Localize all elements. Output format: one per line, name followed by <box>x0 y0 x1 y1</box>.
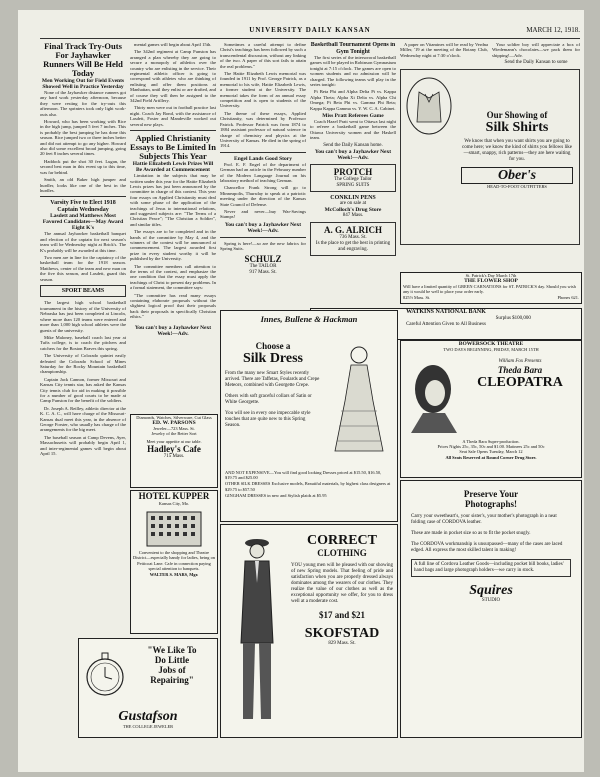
conklin-sub: are on sale at <box>339 201 367 207</box>
gustafson-name: Gustafson <box>118 709 178 724</box>
sport-beams-title: SPORT BEAMS <box>61 287 105 294</box>
schulz-ad <box>220 254 306 276</box>
skofstad-body: YOU young men will be pleased with our showing of new Spring models. That feeling of pride and satisfaction when you are properly dressed always dominates among the wearers of our clothes. They realize the value of our clothes as well as the exceptional opportunity we offer, for you to dress well at a moderate cost. <box>291 563 393 604</box>
squires-ad <box>400 480 582 738</box>
article-paragraph: Prof. E. F. Engel of the department of German had an article in the February number of the Modern Language Journal on his laboratory method of teaching German. <box>220 161 306 183</box>
masthead: UNIVERSITY DAILY KANSAN <box>249 26 371 34</box>
divider <box>40 196 126 197</box>
jayhawker-promo: You can't buy a Jayhawker Next Week!—Adv. <box>224 221 302 234</box>
basketball-headline: Basketball Tournament Opens in Gym Tonight <box>310 42 396 55</box>
bowersock-sub: A Theda Bara Super-production. <box>462 439 520 444</box>
innes-logo: Innes, Bullene & Hackman <box>260 314 358 324</box>
kupper-name: HOTEL KUPPER <box>138 491 210 501</box>
article-paragraph: The Hattie Elizabeth Lewis memorial was founded in 1911 by Prof. George Patrick, as a memorial to his wife, Hattie Elizabeth Lewis, a former student at the University. The memorial takes the form of an annual essay competition and is open to students of the University. <box>220 71 306 109</box>
protch-ad <box>310 164 396 192</box>
column-2 <box>130 42 216 412</box>
ober-title2: Silk Shirts <box>485 120 549 136</box>
skofstad-address: 829 Mass. St. <box>328 641 356 646</box>
article-paragraph: None of the Jayhawker distance runners got any hard work yesterday afternoon, because they were resting for the try-outs this afternoon. The sprinters took only light work-outs also. <box>40 90 126 117</box>
squires-h2: Photographs! <box>464 499 517 509</box>
article-paragraph: Mike Maloney, baseball coach last year at Tufts college, is to coach the pitchers and catchers for the Boston Braves this spring. <box>40 334 126 351</box>
column-4 <box>310 42 396 312</box>
innes-body2: Others with soft graceful collars of Satin or White Georgette. <box>225 394 312 405</box>
innes-h1: Choose a <box>255 341 291 351</box>
flower-phones: Phones 621. <box>557 294 579 300</box>
jayhawker-promo: You can't buy a Jayhawker Next Week!—Adv. <box>134 325 212 338</box>
divider <box>220 152 306 153</box>
innes-h2: Silk Dress <box>242 351 304 366</box>
article-paragraph: The largest high school basketball tournament in the history of the University of Nebraska has just been completed at Lincoln, where more than 120 teams were entered and more than 1,000 high school athletes were the guests of the university. <box>40 300 126 333</box>
parsons-sub2: Jewelry of the Better Sort <box>151 431 197 437</box>
ober-logo: Ober's <box>461 167 573 184</box>
send-kansan-note: Send the Daily Kansan home. <box>323 142 383 148</box>
article-paragraph: The 342nd regiment at Camp Funston has arranged a plan whereby they are going to secure a monopoly of athletics over the country who are enlisting in the service. Their regimental athletic officer is going to correspond with athletes who are thinking of enlisting and offer them positions at Manhattan, until they enlist or are drafted, and of course they will then be assigned to the 342nd Field Artillery. <box>130 49 216 104</box>
track-subhead: Men Working Out for Field Events Showed Well in Practice Yesterday <box>41 78 125 90</box>
dress-illustration-icon <box>327 341 391 461</box>
cleopatra-portrait-icon <box>405 359 461 435</box>
alrich-address: 736 Mass. St. <box>339 235 367 241</box>
skofstad-name: SKOFSTAD <box>304 626 380 641</box>
squires-body1: Carry your sweetheart's, your sister's, your mother's photograph in a neat folding case of CORDOVA leather. <box>411 514 557 525</box>
gustafson-q4: Repairing" <box>150 675 194 685</box>
watkins-surplus: Surplus $100,000 <box>495 315 531 321</box>
article-paragraph: The first series of the intersororal basketball games will be played in Robinson Gymnasium tonight at 7:15 o'clock. The games are open to women students and no admission will be charged. The following teams will play in the series tonight: <box>310 55 396 88</box>
innes-line3: GINGHAM DRESSES in new and Stylish plaids at $5.95 <box>225 492 327 498</box>
alrich-name: A. G. ALRICH <box>323 225 382 236</box>
innes-ad <box>220 310 398 522</box>
newspaper-page <box>18 10 584 772</box>
christianity-subhead: Hattie Elizabeth Lewis Prizes Will Be Awarded at Commencement <box>132 161 214 174</box>
varsity-subhead: Lasdett and Matthews Most Favored Candidates—May Award Eight K's <box>42 213 124 232</box>
kupper-ad <box>130 490 218 634</box>
alrich-ad <box>310 222 396 256</box>
bowersock-title: BOWERSOCK THEATRE <box>458 341 524 347</box>
article-paragraph: Two men are in line for the captaincy of the basketball team for the 1918 season. Matthews, center of the team and new man on the five this season, and Lasdett, guard this season. <box>40 254 126 282</box>
divider <box>220 237 306 238</box>
varsity-headline: Varsity Five to Elect 1918 Captain Wednesday <box>50 200 116 213</box>
squires-body2: These are made in pocket size so as to fit the pocket snugly. <box>411 531 531 536</box>
gustafson-ad <box>78 638 218 738</box>
pratt-headline: Miss Pratt Referees Game <box>322 113 384 120</box>
schulz-name: SCHULZ <box>244 253 282 264</box>
divider <box>130 130 216 131</box>
ober-body: We know that when you want shirts you are going to come here; we know the kind of shirts you fellows like—smart, snappy, rich patterns—they are here waiting for you. <box>462 139 572 163</box>
article-paragraph: Captain Jack Cannon, former Missouri and Kansas City tennis star, has asked the Kansas City tennis club for aid in making it possible for a number of good courts to be made at Camp Funston for the benefit of the soldiers. <box>40 376 126 404</box>
article-paragraph: Howard, who has been working with Rice in the high jump, jumped 5 feet 7 inches. This is probably the best jumping he has done this season. Rice jumped two or three inches better and did not attempt to go any higher. Howard also did some excellent broad jumping, going 20 feet 8 inches several times. <box>40 119 126 157</box>
bowersock-ad <box>400 340 582 478</box>
article-paragraph: Pi Beta Phi and Alpha Delta Pi vs. Kappa Alpha Theta; Alpha Xi Delta vs. Alpha Chi Omega; Pi Beta Phi vs. Gamma Phi Beta; Kappa Kappa Gamma vs. Y. W. C. A. Cabinet. <box>310 89 396 111</box>
schulz-trade: The TAILOR <box>249 263 277 269</box>
squires-body4: A full line of Cordova Leather Goods—including pocket bill books, ladies' hand bags and large photograph holders—we carry in stock. <box>414 562 564 573</box>
header-rule <box>40 38 580 39</box>
article-paragraph: Thirty men were out in football practice last night. Coach Jay Bond, with the assistance of Lasdett, Foster and Mandeville worked out several new plays. <box>130 105 216 127</box>
article-paragraph: The baseball season at Camp Devens, Ayer, Massachusetts will probably begin April 1, and inter-regimental games will begin about April 15. <box>40 434 126 457</box>
hotel-building-icon <box>139 508 209 548</box>
conklin-ad <box>310 195 396 220</box>
hadley-name: Hadley's Cafe <box>147 443 201 454</box>
mccolloch-address: 847 Mass. <box>342 213 364 219</box>
parsons-name: ED. W. PARSONS <box>152 420 196 427</box>
pocket-watch-icon <box>83 645 127 701</box>
parsons-line1: Diamonds, Watches, Silverware, Cut Glass <box>136 415 212 420</box>
conklin-name: CONKLIN PENS <box>330 194 376 201</box>
column-5 <box>400 42 580 304</box>
alrich-sub: Is the place to get the best in printing and engraving. <box>315 241 391 253</box>
innes-line1: AND NOT EXPENSIVE—You will find good looking Dresses priced at $15.50, $16.50, $19.75 and $25.00 <box>225 470 382 481</box>
gustafson-q2: Do Little <box>154 655 190 665</box>
bowersock-seats: Seat Sale Opens Tuesday, March 12 <box>459 449 523 455</box>
shirt-icon <box>405 76 453 136</box>
gustafson-q3: Jobs of <box>158 665 186 675</box>
skofstad-ad <box>220 524 398 738</box>
article-paragraph: mental games will begin about April 15th. <box>134 42 212 47</box>
hadley-promo: Meet your appetite at our table. <box>146 438 202 444</box>
article-paragraph: Haddock put the shot 30 feet. Lugan, the second best man in this event up to this time, was far behind. <box>40 158 126 175</box>
article-paragraph: The University of Colorado quintet easily defeated the Colorado School of Mines Saturday for the Rocky Mountain basketball championship. <box>40 353 126 375</box>
bowersock-reserved: All Seats Reserved at Round Corner Drug Store. <box>445 454 537 460</box>
man-in-suit-icon <box>227 533 287 729</box>
squires-body3: The CORDOVA workmanship is unsurpassed—many of the cases are laced edged. All express the most skilled talent in making! <box>411 542 563 553</box>
kupper-body: Convenient to the shopping and Theatre District—especially handy for ladies, being on Petticoat Lane. Cafe in connection paying special attention to banquets. <box>133 550 215 571</box>
article-paragraph: The committee members call attention to the terms of the contest, and emphasize the one condition that the essay must apply the teachings of Christ to present day problems. In a formal statement, the committee says: <box>130 263 216 291</box>
bowersock-prices: Prices Nights 25c, 35c, 50c and $1.00. Matinees 25c and 50c <box>437 444 545 450</box>
gustafson-q1: "We Like To <box>147 645 197 655</box>
gustafson-tag: THE COLLEGE JEWELER <box>122 724 174 729</box>
flower-line2: THE FLOWER SHOP <box>464 278 518 285</box>
kupper-manager: WALTER S. MARS, Mgr. <box>149 572 199 578</box>
protch-sub2: SPRING SUITS <box>336 182 370 188</box>
flower-line1: St. Patrick's Day March 17th <box>465 273 517 278</box>
parsons-ad <box>130 414 218 488</box>
bowersock-presents: William Fox Presents <box>498 359 542 364</box>
jayhawker-promo: You can't buy a Jayhawker Next Week!—Adv. <box>314 148 392 161</box>
ober-ad <box>400 69 580 245</box>
squires-name: Squires <box>469 583 513 598</box>
innes-body3: You will see in every one impeccable style touches that are quite new to this Spring Season. <box>225 411 311 428</box>
skofstad-h2: CLOTHING <box>317 548 367 558</box>
sport-beams-banner <box>40 285 126 298</box>
schulz-address: 917 Mass. St. <box>249 269 277 275</box>
article-paragraph: Coach Hazel Pratt went to Ottawa last night to referee a basketball game between the Ottawa University women and the Haskell team. <box>310 119 396 141</box>
flower-body: Will have a limited quantity of GREEN CARNATIONS for ST. PATRICK'S day. Should you wish any it would be well to place your order early. <box>403 284 576 295</box>
article-paragraph: Limitation in the subjects that may be written under this year for the Hattie Elizabeth Lewis prizes has just been announced by the committee in charge of this contest. This year four essays on Applied Christianity must deal with some phase of the application of the teachings of Jesus to international relations, and suggested subjects are: "The Terms of a Christian Peace"; "The Christian a Soldier", and similar titles. <box>130 173 216 227</box>
article-paragraph: "The committee has read many essays containing elaborate proposals without the slightest logical proof that their proposals back their proposals in specifically Christian ethics." <box>130 292 216 320</box>
article-paragraph: Dr. Joseph A. Reilley, athletic director at the K. C. A. C., will have charge of the Missouri-Kansas dual meet this year, in the absence of George Forster, who usually has charge of the arrangements for the big meet. <box>40 405 126 433</box>
bowersock-film: CLEOPATRA <box>477 375 563 390</box>
mccolloch-name: McColloch's Drug Store <box>324 207 382 214</box>
watkins-name: WATKINS NATIONAL BANK <box>406 309 486 315</box>
ober-title1: Our Showing of <box>486 110 548 121</box>
bowersock-days: TWO DAYS BEGINNING, FRIDAY, MARCH 15TH <box>443 347 539 352</box>
hadley-address: 715 Mass. <box>163 453 185 459</box>
engel-headline: Engel Lands Good Story <box>234 155 292 162</box>
send-kansan-note: Send the Daily Kansan to some <box>504 60 568 66</box>
innes-line2: OTHER SILK DRESSES Exclusive models, Beautiful materials, by highest class designers at $29.75 to $57.50 <box>225 481 391 492</box>
track-headline: Final Track Try-Outs For Jayhawker Runners Will Be Held Today <box>43 42 123 78</box>
wiedemann-note: Your soldier boy will appreciate a box of Wiedemann's chocolates—we pack them for shipping!—Adv. <box>492 42 580 58</box>
article-paragraph: The annual Jayhawker basketball banquet and election of the captain for next season's team will be Wednesday night at Brick's. The K's probably will be awarded at this time. <box>40 231 126 253</box>
squires-box <box>411 559 571 577</box>
skofstad-h1: CORRECT <box>306 533 377 548</box>
bowersock-star: Theda Bara <box>497 365 543 375</box>
flower-address: 825½ Mass. St. <box>403 294 431 300</box>
article-paragraph: Sometimes a careful attempt to define Christ's teachings has been followed by such a transcendental discussion, without any linking of the two. A paper of this sort fails to attain the real problems." <box>220 42 306 69</box>
squires-tag: STUDIO <box>481 598 501 603</box>
article-paragraph: Smith, an old Baker high jumper and hurdler, looks like one of the best in the hurdles. <box>40 177 126 193</box>
protch-name: PROTCH <box>333 166 373 177</box>
skofstad-prices: $17 and $21 <box>318 610 365 620</box>
kupper-city: Kansas City, Mo. <box>158 501 190 506</box>
schulz-intro: Spring is here!—so are the new fabrics for Spring Suits. <box>220 240 306 252</box>
article-paragraph: The essays are to be completed and in the hands of the committee by May 4, and the winners of the contest will be announced at commencement. The largest awarded first prize in every student worthy it will be published by the University. <box>130 229 216 262</box>
christianity-headline: Applied Christianity Essays to Be Limited In Subjects This Year <box>130 133 216 162</box>
watkins-tag: Careful Attention Given to All Business <box>406 321 486 327</box>
squires-h1: Preserve Your <box>463 489 519 499</box>
innes-body1: From the many new Smart Styles recently arrived. There are Taffetas, Foulards and Crepe Meteors, combined with Georgette Crepe. <box>225 371 320 388</box>
article-paragraph: Chancellor Frank Strong will go to Minneapolis, Thursday to speak at a patriotic meeting under the direction of the Kansas State Council of Defense. <box>220 185 306 207</box>
ober-tag: HEAD-TO-FOOT OUTFITTERS <box>487 184 547 190</box>
parsons-sub: Jeweler—723 Mass. St. <box>153 426 195 432</box>
flower-shop-ad <box>400 272 582 304</box>
protch-sub: The College Tailor <box>334 176 372 182</box>
page-header <box>40 26 580 38</box>
article-paragraph: A paper on Vitamines will be read by Verdna Miller, '19 at the meeting of the Botany Club, Wednesday night at 7:30 o'clock. <box>400 42 488 58</box>
issue-date: MARCH 12, 1918. <box>526 26 580 34</box>
article-paragraph: Never and never—buy War-Savings Stamps! <box>220 208 306 220</box>
article-paragraph: The theme of these essays, Applied Christianity, was determined by Professor Patrick. Professor Patrick was from 1874 to 1884 assistant professor of natural science in charge of chemistry and physics at the University of Kansas. He died in the spring of 1914. <box>220 110 306 149</box>
